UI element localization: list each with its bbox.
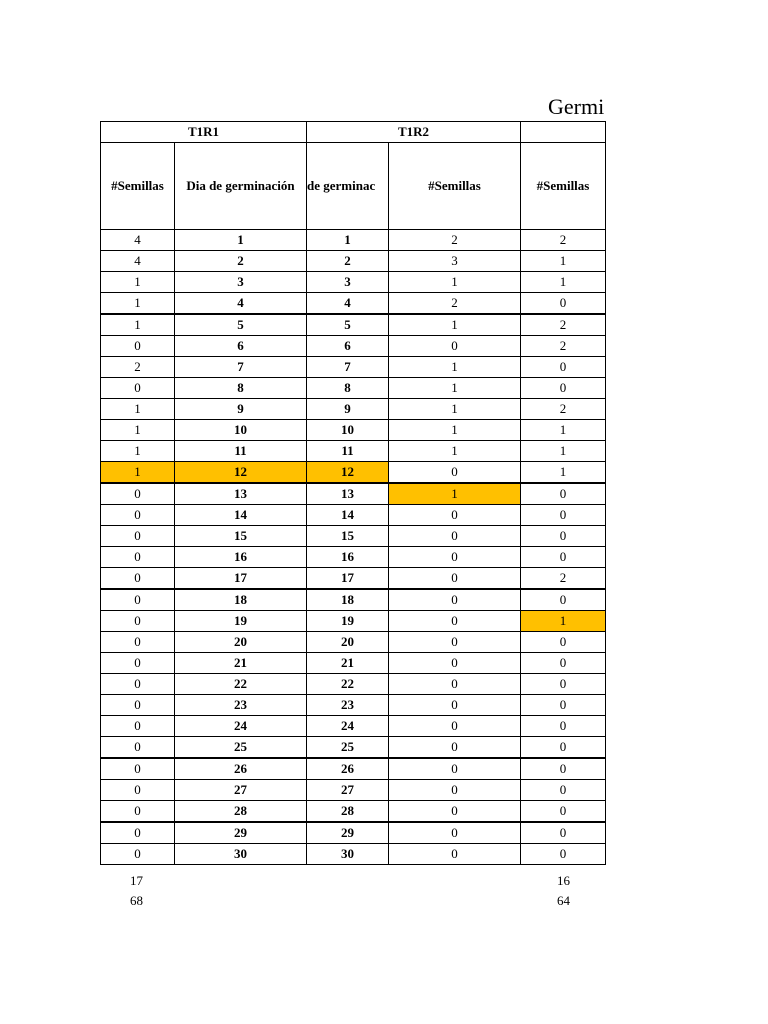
column-header-semillas-2: #Semillas xyxy=(389,143,521,230)
table-cell: 29 xyxy=(175,822,307,844)
table-row xyxy=(101,526,606,547)
column-header-semillas-1: #Semillas xyxy=(101,143,175,230)
table-cell: 1 xyxy=(101,272,175,293)
table-cell: 0 xyxy=(521,716,606,737)
table-cell: 0 xyxy=(389,336,521,357)
table-cell: 24 xyxy=(307,716,389,737)
table-cell: 2 xyxy=(175,251,307,272)
table-cell: 2 xyxy=(521,336,606,357)
table-cell: 2 xyxy=(307,251,389,272)
table-cell: 0 xyxy=(389,632,521,653)
table-cell: 4 xyxy=(101,230,175,251)
table-cell: 25 xyxy=(175,737,307,759)
table-cell: 0 xyxy=(389,505,521,526)
table-cell: 1 xyxy=(101,462,175,484)
table-cell: 0 xyxy=(521,801,606,823)
table-cell: 6 xyxy=(307,336,389,357)
table-cell: 0 xyxy=(101,674,175,695)
table-row xyxy=(101,230,606,251)
table-cell: 28 xyxy=(307,801,389,823)
table-row xyxy=(101,758,606,780)
table-cell: 0 xyxy=(389,758,521,780)
table-cell: 0 xyxy=(521,695,606,716)
table-cell: 0 xyxy=(521,674,606,695)
table-row xyxy=(101,822,606,844)
total-seeds-col5: 16 xyxy=(557,873,570,888)
table-row xyxy=(101,589,606,611)
table-cell: 28 xyxy=(175,801,307,823)
table-cell: 1 xyxy=(389,483,521,505)
table-cell: 2 xyxy=(521,314,606,336)
table-cell: 0 xyxy=(101,611,175,632)
table-cell: 0 xyxy=(389,589,521,611)
table-cell: 0 xyxy=(521,653,606,674)
table-cell: 0 xyxy=(389,462,521,484)
table-cell: 0 xyxy=(521,780,606,801)
table-cell: 13 xyxy=(307,483,389,505)
table-cell: 17 xyxy=(175,568,307,590)
table-row xyxy=(101,462,606,484)
table-cell: 27 xyxy=(307,780,389,801)
table-row xyxy=(101,568,606,590)
table-cell: 2 xyxy=(389,230,521,251)
table-cell: 1 xyxy=(101,293,175,315)
table-row xyxy=(101,251,606,272)
table-cell: 0 xyxy=(521,526,606,547)
table-cell: 0 xyxy=(521,844,606,865)
table-cell: 10 xyxy=(307,420,389,441)
table-cell: 14 xyxy=(175,505,307,526)
table-row xyxy=(101,780,606,801)
table-cell: 19 xyxy=(175,611,307,632)
table-cell: 0 xyxy=(101,653,175,674)
table-cell: 0 xyxy=(521,483,606,505)
table-cell: 0 xyxy=(521,737,606,759)
table-cell: 1 xyxy=(389,272,521,293)
table-cell: 0 xyxy=(101,632,175,653)
table-cell: 0 xyxy=(521,357,606,378)
table-cell: 13 xyxy=(175,483,307,505)
table-cell: 0 xyxy=(521,505,606,526)
table-cell: 0 xyxy=(101,695,175,716)
table-cell: 4 xyxy=(307,293,389,315)
table-cell: 23 xyxy=(175,695,307,716)
table-row xyxy=(101,611,606,632)
column-header-semillas-3: #Semillas xyxy=(521,143,606,230)
table-cell: 26 xyxy=(307,758,389,780)
table-cell: 0 xyxy=(101,547,175,568)
table-cell: 0 xyxy=(521,547,606,568)
table-cell: 17 xyxy=(307,568,389,590)
table-cell: 26 xyxy=(175,758,307,780)
table-cell: 2 xyxy=(389,293,521,315)
table-cell: 0 xyxy=(101,589,175,611)
table-cell: 2 xyxy=(521,230,606,251)
table-row xyxy=(101,399,606,420)
table-cell: 18 xyxy=(175,589,307,611)
table-cell: 1 xyxy=(521,462,606,484)
table-cell: 29 xyxy=(307,822,389,844)
table-cell: 9 xyxy=(307,399,389,420)
table-cell: 3 xyxy=(175,272,307,293)
table-cell: 18 xyxy=(307,589,389,611)
table-row xyxy=(101,314,606,336)
table-cell: 7 xyxy=(307,357,389,378)
table-cell: 4 xyxy=(101,251,175,272)
table-cell: 0 xyxy=(389,801,521,823)
total-seeds-col1: 17 xyxy=(130,873,143,888)
table-row xyxy=(101,674,606,695)
table-cell: 0 xyxy=(101,526,175,547)
table-cell: 7 xyxy=(175,357,307,378)
table-row xyxy=(101,272,606,293)
table-cell: 0 xyxy=(389,737,521,759)
table-cell: 6 xyxy=(175,336,307,357)
table-cell: 0 xyxy=(101,780,175,801)
table-row xyxy=(101,716,606,737)
table-cell: 11 xyxy=(175,441,307,462)
table-cell: 8 xyxy=(175,378,307,399)
table-cell: 0 xyxy=(101,758,175,780)
table-row xyxy=(101,844,606,865)
table-cell: 1 xyxy=(101,441,175,462)
table-cell: 5 xyxy=(307,314,389,336)
table-cell: 0 xyxy=(101,505,175,526)
sheet-title: Germi xyxy=(548,94,605,119)
table-cell: 2 xyxy=(521,399,606,420)
table-cell: 4 xyxy=(175,293,307,315)
table-cell: 0 xyxy=(389,653,521,674)
table-cell: 1 xyxy=(389,378,521,399)
table-cell: 27 xyxy=(175,780,307,801)
table-cell: 0 xyxy=(521,293,606,315)
table-cell: 0 xyxy=(389,716,521,737)
group-header-t1r1: T1R1 xyxy=(101,122,307,143)
table-cell: 1 xyxy=(101,314,175,336)
table-cell: 14 xyxy=(307,505,389,526)
table-cell: 1 xyxy=(389,441,521,462)
table-cell: 15 xyxy=(175,526,307,547)
table-row xyxy=(101,737,606,759)
table-cell: 24 xyxy=(175,716,307,737)
table-cell: 0 xyxy=(389,822,521,844)
table-cell: 0 xyxy=(521,822,606,844)
table-cell: 23 xyxy=(307,695,389,716)
table-cell: 0 xyxy=(389,568,521,590)
table-cell: 0 xyxy=(101,737,175,759)
table-row xyxy=(101,483,606,505)
table-row xyxy=(101,695,606,716)
table-row xyxy=(101,336,606,357)
table-cell: 0 xyxy=(101,801,175,823)
table-cell: 30 xyxy=(175,844,307,865)
table-cell: 2 xyxy=(521,568,606,590)
table-cell: 1 xyxy=(521,251,606,272)
table-cell: 8 xyxy=(307,378,389,399)
table-cell: 9 xyxy=(175,399,307,420)
table-cell: 2 xyxy=(101,357,175,378)
table-cell: 0 xyxy=(101,336,175,357)
table-cell: 3 xyxy=(307,272,389,293)
germination-table xyxy=(100,121,606,865)
group-header-row xyxy=(101,122,606,143)
column-header-dia-germinacion-1: Dia de germinación xyxy=(175,143,307,230)
table-cell: 30 xyxy=(307,844,389,865)
table-cell: 0 xyxy=(101,844,175,865)
table-cell: 1 xyxy=(389,357,521,378)
table-cell: 5 xyxy=(175,314,307,336)
table-cell: 25 xyxy=(307,737,389,759)
column-header-row xyxy=(101,143,606,230)
table-cell: 1 xyxy=(521,420,606,441)
table-cell: 0 xyxy=(389,526,521,547)
table-row xyxy=(101,801,606,823)
table-cell: 12 xyxy=(307,462,389,484)
table-cell: 19 xyxy=(307,611,389,632)
table-cell: 1 xyxy=(101,420,175,441)
table-cell: 0 xyxy=(521,378,606,399)
table-cell: 0 xyxy=(389,674,521,695)
table-cell: 0 xyxy=(389,780,521,801)
germination-pct-col1: 68 xyxy=(130,893,143,908)
table-cell: 0 xyxy=(101,378,175,399)
table-row xyxy=(101,420,606,441)
table-cell: 16 xyxy=(307,547,389,568)
group-header-t1r2: T1R2 xyxy=(307,122,521,143)
table-row xyxy=(101,378,606,399)
table-cell: 11 xyxy=(307,441,389,462)
table-cell: 0 xyxy=(389,695,521,716)
table-row xyxy=(101,357,606,378)
table-cell: 22 xyxy=(175,674,307,695)
table-cell: 20 xyxy=(307,632,389,653)
table-cell: 16 xyxy=(175,547,307,568)
table-cell: 0 xyxy=(101,483,175,505)
table-cell: 0 xyxy=(521,589,606,611)
table-cell: 1 xyxy=(389,399,521,420)
table-cell: 0 xyxy=(389,844,521,865)
table-cell: 21 xyxy=(307,653,389,674)
table-cell: 10 xyxy=(175,420,307,441)
table-cell: 22 xyxy=(307,674,389,695)
table-cell: 1 xyxy=(521,272,606,293)
table-cell: 1 xyxy=(307,230,389,251)
table-cell: 3 xyxy=(389,251,521,272)
table-row xyxy=(101,441,606,462)
table-cell: 0 xyxy=(389,611,521,632)
table-cell: 0 xyxy=(389,547,521,568)
table-cell: 1 xyxy=(521,611,606,632)
table-cell: 15 xyxy=(307,526,389,547)
table-row xyxy=(101,632,606,653)
table-cell: 0 xyxy=(101,568,175,590)
table-cell: 1 xyxy=(521,441,606,462)
table-cell: 1 xyxy=(389,420,521,441)
column-header-dia-germinacion-2: de germinac xyxy=(307,143,389,230)
table-cell: 1 xyxy=(175,230,307,251)
table-cell: 20 xyxy=(175,632,307,653)
table-row xyxy=(101,547,606,568)
table-cell: 21 xyxy=(175,653,307,674)
table-row xyxy=(101,293,606,315)
table-cell: 12 xyxy=(175,462,307,484)
table-cell: 0 xyxy=(101,822,175,844)
germination-pct-col5: 64 xyxy=(557,893,570,908)
table-cell: 0 xyxy=(521,632,606,653)
table-row xyxy=(101,653,606,674)
table-cell: 1 xyxy=(101,399,175,420)
table-cell: 0 xyxy=(521,758,606,780)
table-cell: 0 xyxy=(101,716,175,737)
table-cell: 1 xyxy=(389,314,521,336)
table-row xyxy=(101,505,606,526)
group-header-3 xyxy=(521,122,606,143)
